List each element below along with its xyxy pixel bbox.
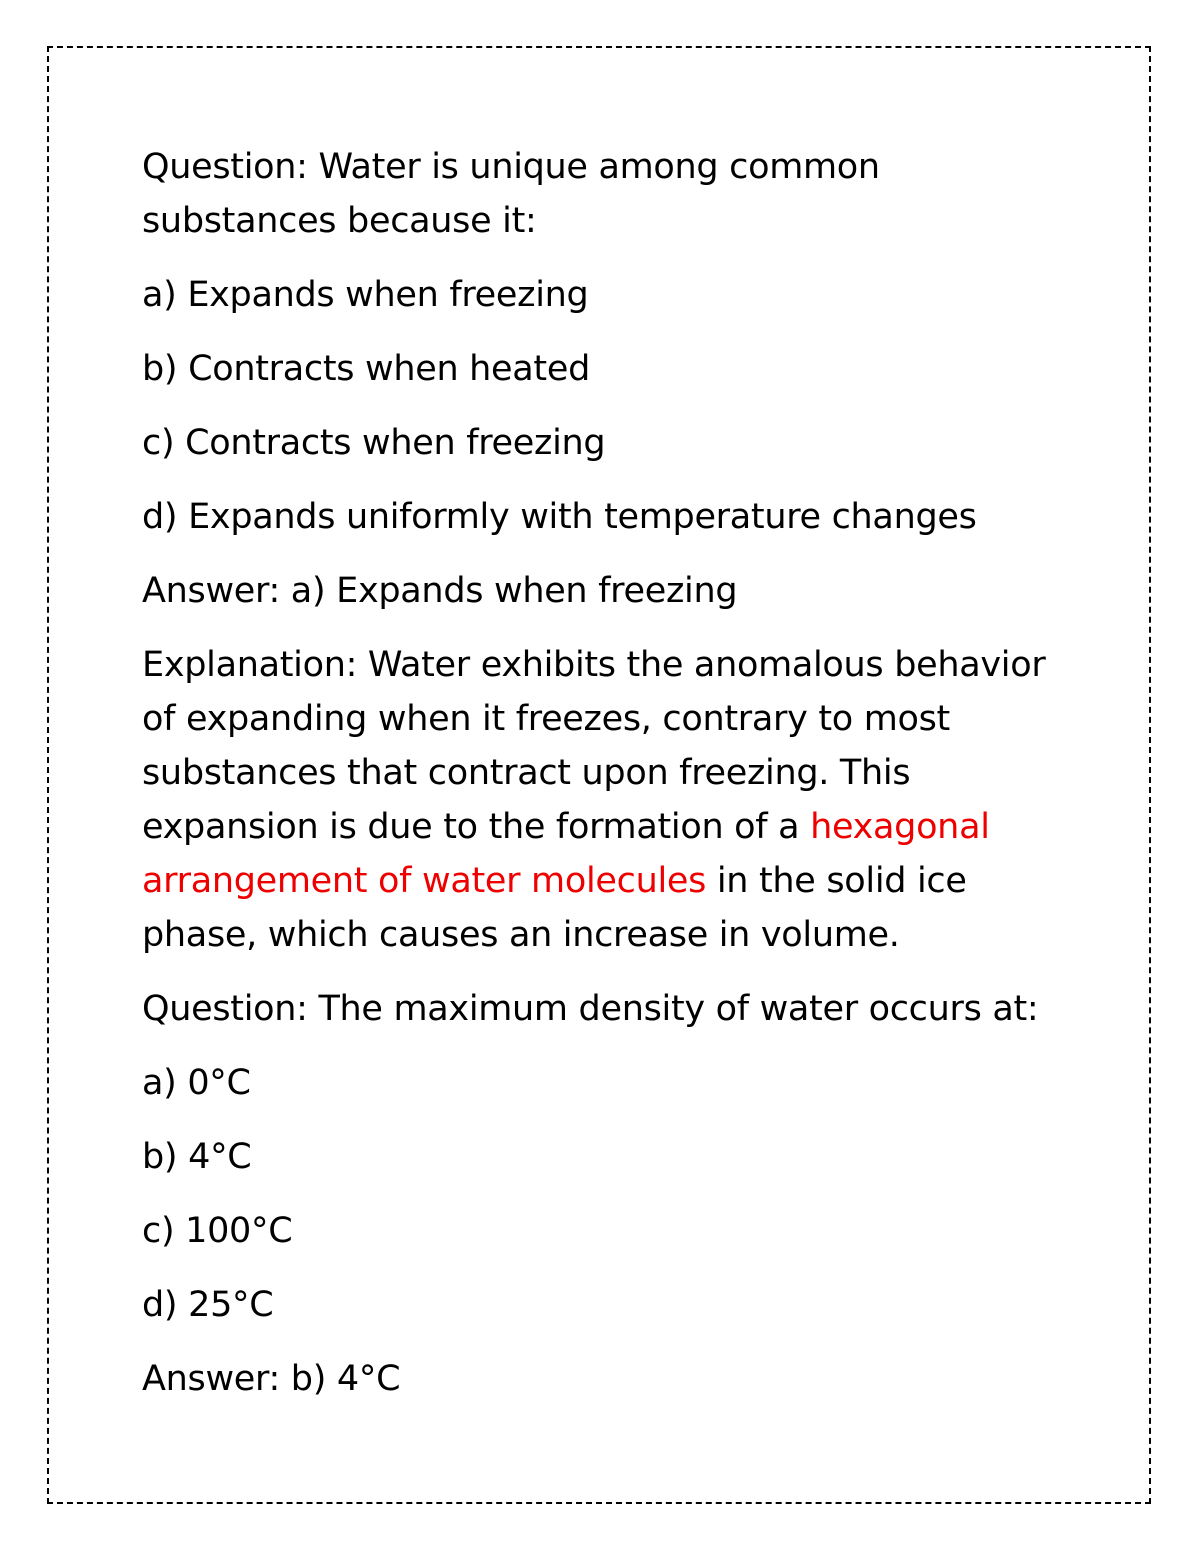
q2-option-b: b) 4°C: [142, 1137, 252, 1177]
q1-option-d: d) Expands uniformly with temperature changes: [142, 497, 977, 537]
q1-option-b: b) Contracts when heated: [142, 349, 591, 389]
explanation-text-before: Explanation: Water exhibits the anomalous behavior of expanding when it freezes, contrary to most substances that contract upon freezing. This expansion is due to the formation of a: [142, 645, 1046, 847]
question-2: Question: The maximum density of water occurs at:: [142, 989, 1039, 1029]
q2-option-a: a) 0°C: [142, 1063, 251, 1103]
explanation-text-after: in the solid ice phase, which causes an increase in volume.: [142, 861, 967, 955]
q2-answer: Answer: b) 4°C: [142, 1359, 401, 1399]
q1-explanation: [142, 638, 1062, 962]
q1-option-c: c) Contracts when freezing: [142, 423, 606, 463]
q2-option-c: c) 100°C: [142, 1211, 293, 1251]
explanation-highlight: hexagonal arrangement of water molecules: [142, 807, 990, 901]
q2-option-d: d) 25°C: [142, 1285, 274, 1325]
q1-option-a: a) Expands when freezing: [142, 275, 589, 315]
quiz-content: [142, 140, 1062, 1426]
q1-answer: Answer: a) Expands when freezing: [142, 571, 738, 611]
question-1: Question: Water is unique among common substances because it:: [142, 147, 880, 241]
